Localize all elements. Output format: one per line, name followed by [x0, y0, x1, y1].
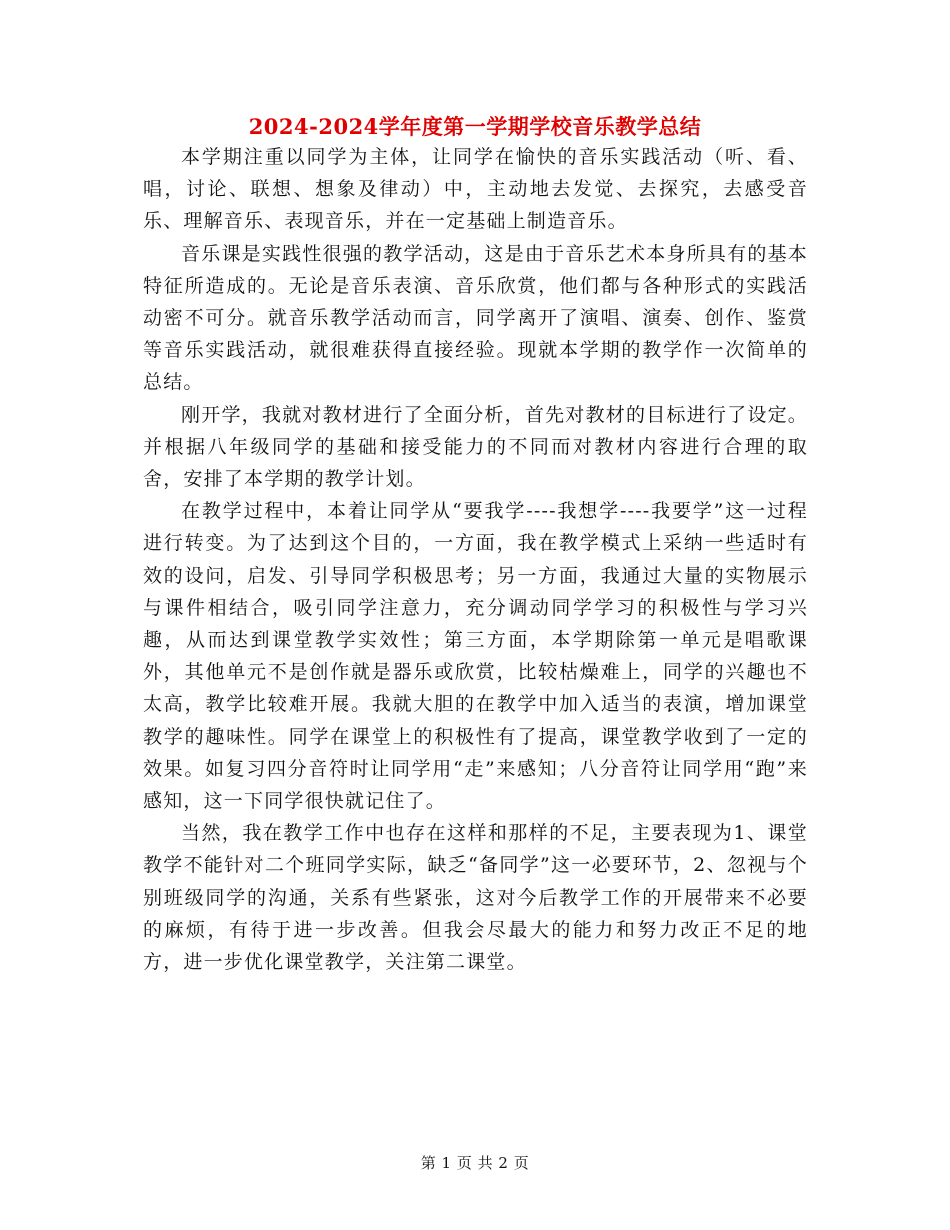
paragraph-5: 当然，我在教学工作中也存在这样和那样的不足，主要表现为1、课堂教学不能针对二个班同学实际，缺乏“备同学”这一必要环节，2、忽视与个别班级同学的沟通，关系有些紧张，这对今后教学工作的开展带来不必要的麻烦，有待于进一步改善。但我会尽最大的能力和努力改正不足的地方，进一步优化课堂教学，关注第二课堂。: [143, 822, 808, 974]
paragraph-1: 本学期注重以同学为主体，让同学在愉快的音乐实践活动（听、看、唱，讨论、联想、想象及律动）中，主动地去发觉、去探究，去感受音乐、理解音乐、表现音乐，并在一定基础上制造音乐。: [143, 146, 808, 233]
paragraph-3: 刚开学，我就对教材进行了全面分析，首先对教材的目标进行了设定。并根据八年级同学的基础和接受能力的不同而对教材内容进行合理的取舍，安排了本学期的教学计划。: [143, 403, 808, 491]
paragraph-2: 音乐课是实践性很强的教学活动，这是由于音乐艺术本身所具有的基本特征所造成的。无论是音乐表演、音乐欣赏，他们都与各种形式的实践活动密不可分。就音乐教学活动而言，同学离开了演唱、演奏、创作、鉴赏等音乐实践活动，就很难获得直接经验。现就本学期的教学作一次简单的总结。: [143, 242, 808, 394]
paragraph-4: 在教学过程中，本着让同学从“要我学----我想学----我要学”这一过程进行转变。为了达到这个目的，一方面，我在教学模式上采纳一些适时有效的设问，启发、引导同学积极思考；另一方面，我通过大量的实物展示与课件相结合，吸引同学注意力，充分调动同学学习的积极性与学习兴趣，从而达到课堂教学实效性；第三方面，本学期除第一单元是唱歌课外，其他单元不是创作就是器乐或欣赏，比较枯燥难上，同学的兴趣也不太高，教学比较难开展。我就大胆的在教学中加入适当的表演，增加课堂教学的趣味性。同学在课堂上的积极性有了提高，课堂教学收到了一定的效果。如复习四分音符时让同学用“走”来感知；八分音符让同学用“跑”来感知，这一下同学很快就记住了。: [143, 500, 808, 813]
document-body: [143, 141, 808, 978]
page-footer: 第 1 页 共 2 页: [420, 1154, 530, 1172]
document-title: 2024-2024学年度第一学期学校音乐教学总结: [248, 114, 702, 139]
